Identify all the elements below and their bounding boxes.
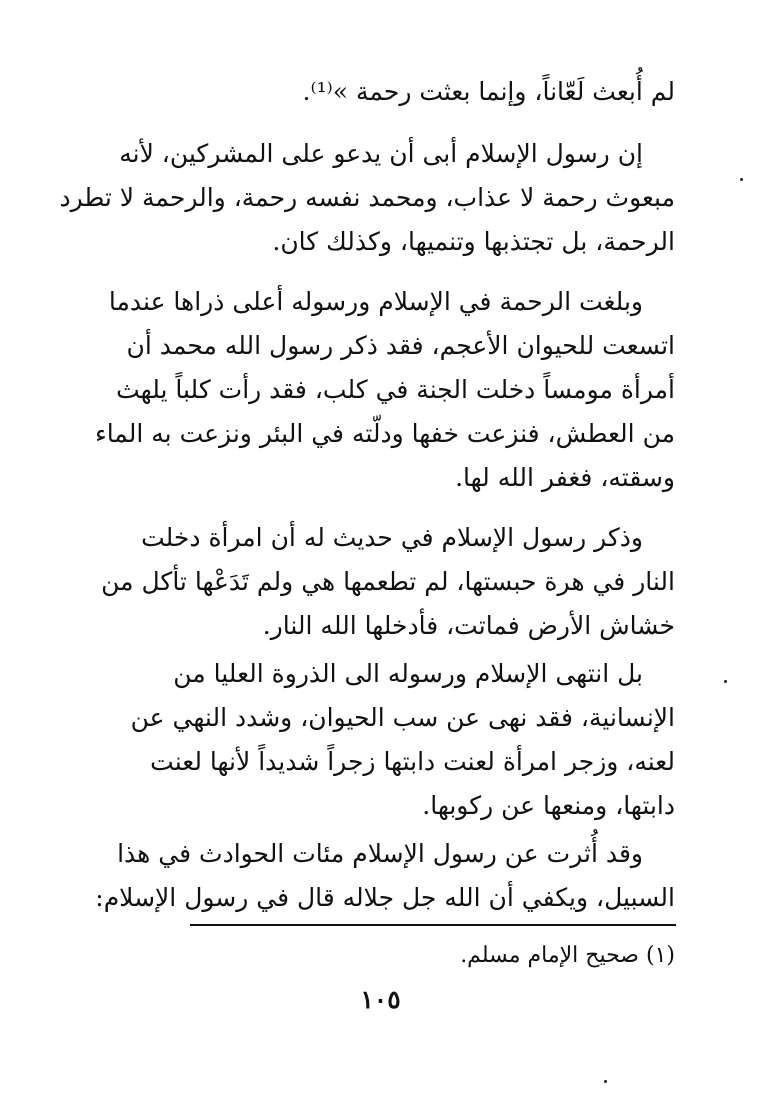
text-line: وقد أُثرت عن رسول الإسلام مئات الحوادث في هذا bbox=[117, 839, 643, 868]
scan-speck bbox=[724, 680, 727, 683]
scan-speck bbox=[604, 1080, 607, 1083]
text-line: لم أُبعث لَعّاناً، وإنما بعثت رحمة »⁽¹⁾. bbox=[302, 77, 675, 106]
text-line: أمرأة مومساً دخلت الجنة في كلب، فقد رأت كلباً يلهث bbox=[116, 375, 675, 404]
text-line: الإنسانية، فقد نهى عن سب الحيوان، وشدد النهي عن bbox=[130, 703, 675, 732]
text-line: وبلغت الرحمة في الإسلام ورسوله أعلى ذراها عندما bbox=[108, 287, 643, 316]
text-line: من العطش، فنزعت خفها ودلّته في البئر ونزعت به الماء bbox=[94, 419, 675, 448]
page-number: ١٠٥ bbox=[360, 985, 401, 1014]
scan-speck bbox=[740, 178, 743, 181]
text-line: اتسعت للحيوان الأعجم، فقد ذكر رسول الله محمد أن bbox=[126, 331, 675, 360]
text-line: مبعوث رحمة لا عذاب، ومحمد نفسه رحمة، والرحمة لا تطرد bbox=[59, 183, 675, 212]
text-line: إن رسول الإسلام أبى أن يدعو على المشركين، لأنه bbox=[119, 139, 643, 168]
text-line: الرحمة، بل تجتذبها وتنميها، وكذلك كان. bbox=[272, 227, 675, 256]
text-line: لعنه، وزجر امرأة لعنت دابتها زجراً شديداً لأنها لعنت bbox=[150, 747, 675, 776]
text-line: دابتها، ومنعها عن ركوبها. bbox=[422, 791, 675, 820]
text-line: وسقته، فغفر الله لها. bbox=[455, 463, 675, 492]
footnote: (١) صحيح الإمام مسلم. bbox=[460, 943, 675, 968]
text-line: النار في هرة حبستها، لم تطعمها هي ولم تَدَعْها تأكل من bbox=[101, 567, 675, 596]
text-line: السبيل، ويكفي أن الله جل جلاله قال في رسول الإسلام: bbox=[95, 883, 675, 912]
text-line: خشاش الأرض فماتت، فأدخلها الله النار. bbox=[262, 611, 675, 640]
footnote-divider bbox=[190, 924, 676, 926]
text-line: بل انتهى الإسلام ورسوله الى الذروة العليا من bbox=[173, 659, 643, 688]
text-line: وذكر رسول الإسلام في حديث له أن امرأة دخلت bbox=[141, 523, 643, 552]
